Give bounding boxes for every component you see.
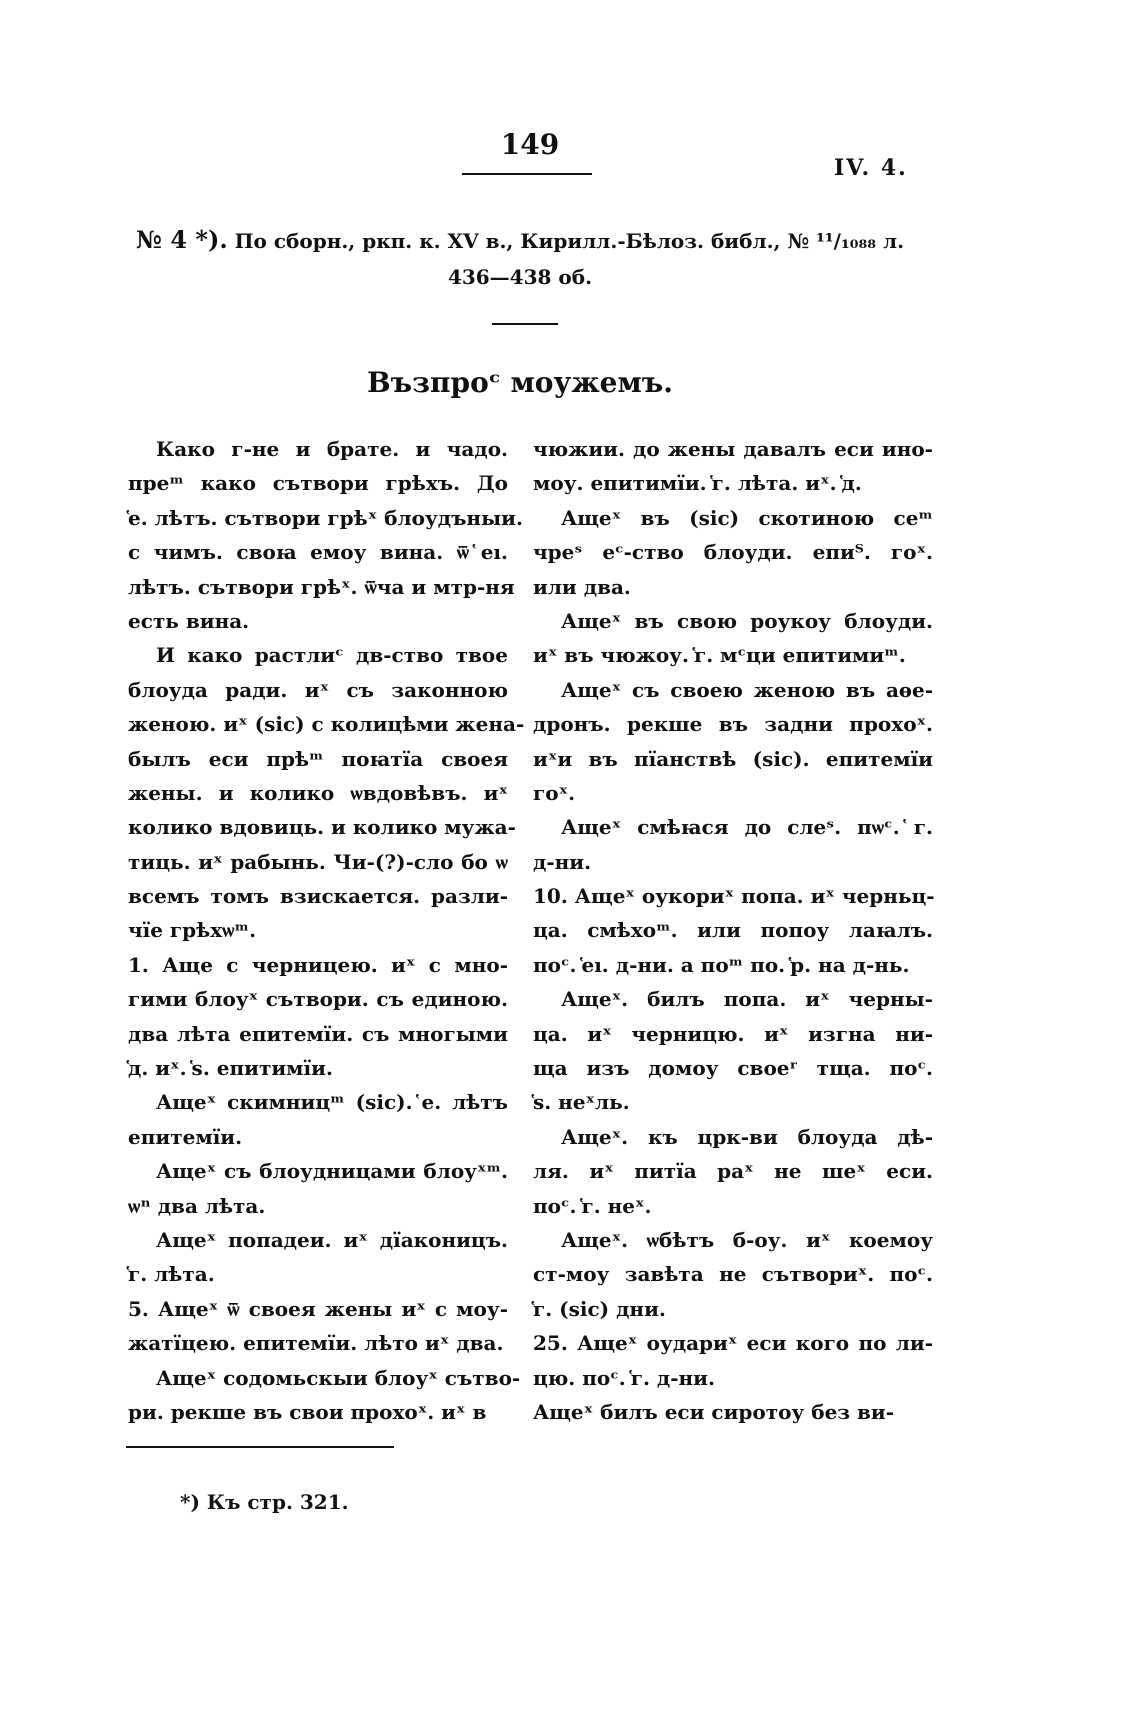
header-line-2: 436—438 об. <box>447 265 593 289</box>
document-number: № 4 *). <box>135 225 228 254</box>
text-line: блоуда ради. иˣ съ законною <box>128 677 508 702</box>
text-line: ҅е. лѣтъ. сътвори грѣˣ блоудъныи. <box>128 505 523 530</box>
text-line: колико вдовиць. и колико мужа- <box>128 815 516 840</box>
text-line: иˣи въ пїанствѣ (sic). епитемїи <box>533 746 933 771</box>
source-description: По сборн., ркп. к. XV в., Кирилл.-Бѣлоз. библ., № ¹¹/₁₀₈₈ л. <box>234 229 905 253</box>
left-column <box>128 432 525 1429</box>
text-line: Ащеˣ съ своею женою въ аѳе- <box>561 677 933 702</box>
text-line: ри. рекше въ свои прохоˣ. иˣ в <box>128 1399 487 1424</box>
text-line: 5. Ащеˣ ѿ своея жены иˣ с моу- <box>128 1296 508 1321</box>
text-line: чюжии. до жены давалъ еси ино- <box>533 437 933 461</box>
text-line: 25. Ащеˣ оудариˣ еси кого по ли- <box>533 1331 933 1356</box>
page-number-underline <box>462 173 592 175</box>
text-line: моу. епитимїи. ҅г. лѣта. иˣ. ҅д. <box>533 471 862 496</box>
text-line: тиць. иˣ рабынь. Чи-(?)-сло бо ѡ <box>128 849 508 874</box>
text-line: жены. и колико ѡвдовѣвъ. иˣ <box>128 780 508 805</box>
text-line: ҅г. лѣта. <box>128 1262 215 1287</box>
text-line: женою. иˣ (sic) с колицѣми жена- <box>128 712 525 737</box>
text-line: ца. смѣхоᵐ. или попоу лаꙗлъ. <box>533 918 933 943</box>
text-line: чїе грѣхѡᵐ. <box>128 918 257 943</box>
section-title: Възпроᶜ моужемъ. <box>366 366 674 399</box>
section-code: IV. 4. <box>834 155 908 181</box>
text-line: лѣтъ. сътвори грѣˣ. ѿча и мтр-ня <box>128 574 515 599</box>
text-line: 1. Аще с черницею. иˣ с мно- <box>128 952 508 977</box>
text-line: Ащеˣ. билъ попа. иˣ черны- <box>561 987 933 1012</box>
text-line: есть вина. <box>128 608 250 633</box>
text-line: ѡⁿ два лѣта. <box>128 1193 266 1218</box>
text-line: епитемїи. <box>128 1124 243 1149</box>
text-line: дронъ. рекше въ задни прохоˣ. <box>533 712 933 737</box>
text-line: ца. иˣ черницю. иˣ изгна ни- <box>533 1021 933 1046</box>
text-line: Ащеˣ въ (sic) скотиною сеᵐ <box>561 505 933 530</box>
text-line: Како г-не и брате. и чадо. <box>156 437 508 461</box>
text-line: поᶜ. ҅г. неˣ. <box>533 1193 652 1218</box>
text-line: ҅ѕ. неˣль. <box>533 1090 630 1115</box>
text-line: всемъ томъ взискается. разли- <box>128 884 508 909</box>
document-header <box>120 222 920 295</box>
text-line: Ащеˣ билъ еси сиротоу без ви- <box>533 1399 895 1424</box>
text-line: ст-моу завѣта не сътвориˣ. поᶜ. <box>533 1262 933 1287</box>
text-line: два лѣта епитемїи. съ многыми <box>128 1021 508 1046</box>
text-line: ля. иˣ питїа раˣ не шеˣ еси. <box>533 1159 933 1184</box>
text-line: ҅г. (sic) дни. <box>533 1296 666 1321</box>
text-line: ҅д. иˣ. ҅ѕ. епитимїи. <box>128 1056 333 1081</box>
text-line: с чимъ. своꙗ емоу вина. ѿ ҅еı. <box>128 540 508 565</box>
text-line: ща изъ домоу своеʳ тща. поᶜ. <box>533 1056 933 1081</box>
text-line: цю. поᶜ. ҅г. д-ни. <box>533 1365 715 1390</box>
text-line: иˣ въ чюжоу. ҅г. мᶜци епитимиᵐ. <box>533 643 906 668</box>
text-line: Ащеˣ попадеи. иˣ дїаконицъ. <box>156 1227 508 1252</box>
text-line: Ащеˣ. ѡбѣтъ б-оу. иˣ коемоу <box>561 1227 933 1252</box>
text-line: Ащеˣ смѣꙗся до слеˢ. пѡᶜ. ҅г. <box>561 815 933 840</box>
text-line: Ащеˣ. къ црк-ви блоуда дѣ- <box>561 1124 933 1149</box>
text-line: 10. Ащеˣ оукориˣ попа. иˣ черньц- <box>533 884 935 909</box>
text-line: былъ еси прѣᵐ поꙗтїа своея <box>128 746 508 771</box>
text-line: гими блоуˣ сътвори. съ единою. <box>128 987 508 1012</box>
text-line: Ащеˣ съ блоудницами блоуˣᵐ. <box>156 1159 508 1184</box>
text-line: д-ни. <box>533 849 592 874</box>
section-divider <box>492 323 558 325</box>
text-line: Ащеˣ въ свою роукоу блоуди. <box>561 608 933 633</box>
text-line: гоˣ. <box>533 780 576 805</box>
header-line-1 <box>120 222 920 259</box>
text-line: жатїцею. епитемїи. лѣто иˣ два. <box>128 1331 504 1356</box>
text-line: поᶜ. ҅еı. д-ни. а поᵐ по. ҅р. на д-нь. <box>533 952 910 977</box>
text-line: или два. <box>533 574 631 599</box>
text-line: Ащеˣ скимницᵐ (sic). ҅е. лѣтъ <box>156 1090 508 1115</box>
text-line: И како растлиᶜ дв-ство твое <box>156 643 508 668</box>
text-line: чреˢ еᶜ-ство блоуди. епиᵀ. гоˣ. <box>533 540 933 565</box>
right-column <box>533 432 933 1429</box>
footnote-divider <box>126 1446 394 1448</box>
footnote: *) Къ стр. 321. <box>180 1490 349 1514</box>
text-line: преᵐ како сътвори грѣхъ. До <box>128 471 508 496</box>
page-number: 149 <box>500 128 560 161</box>
text-line: Ащеˣ содомьскыи блоуˣ сътво- <box>156 1365 521 1390</box>
